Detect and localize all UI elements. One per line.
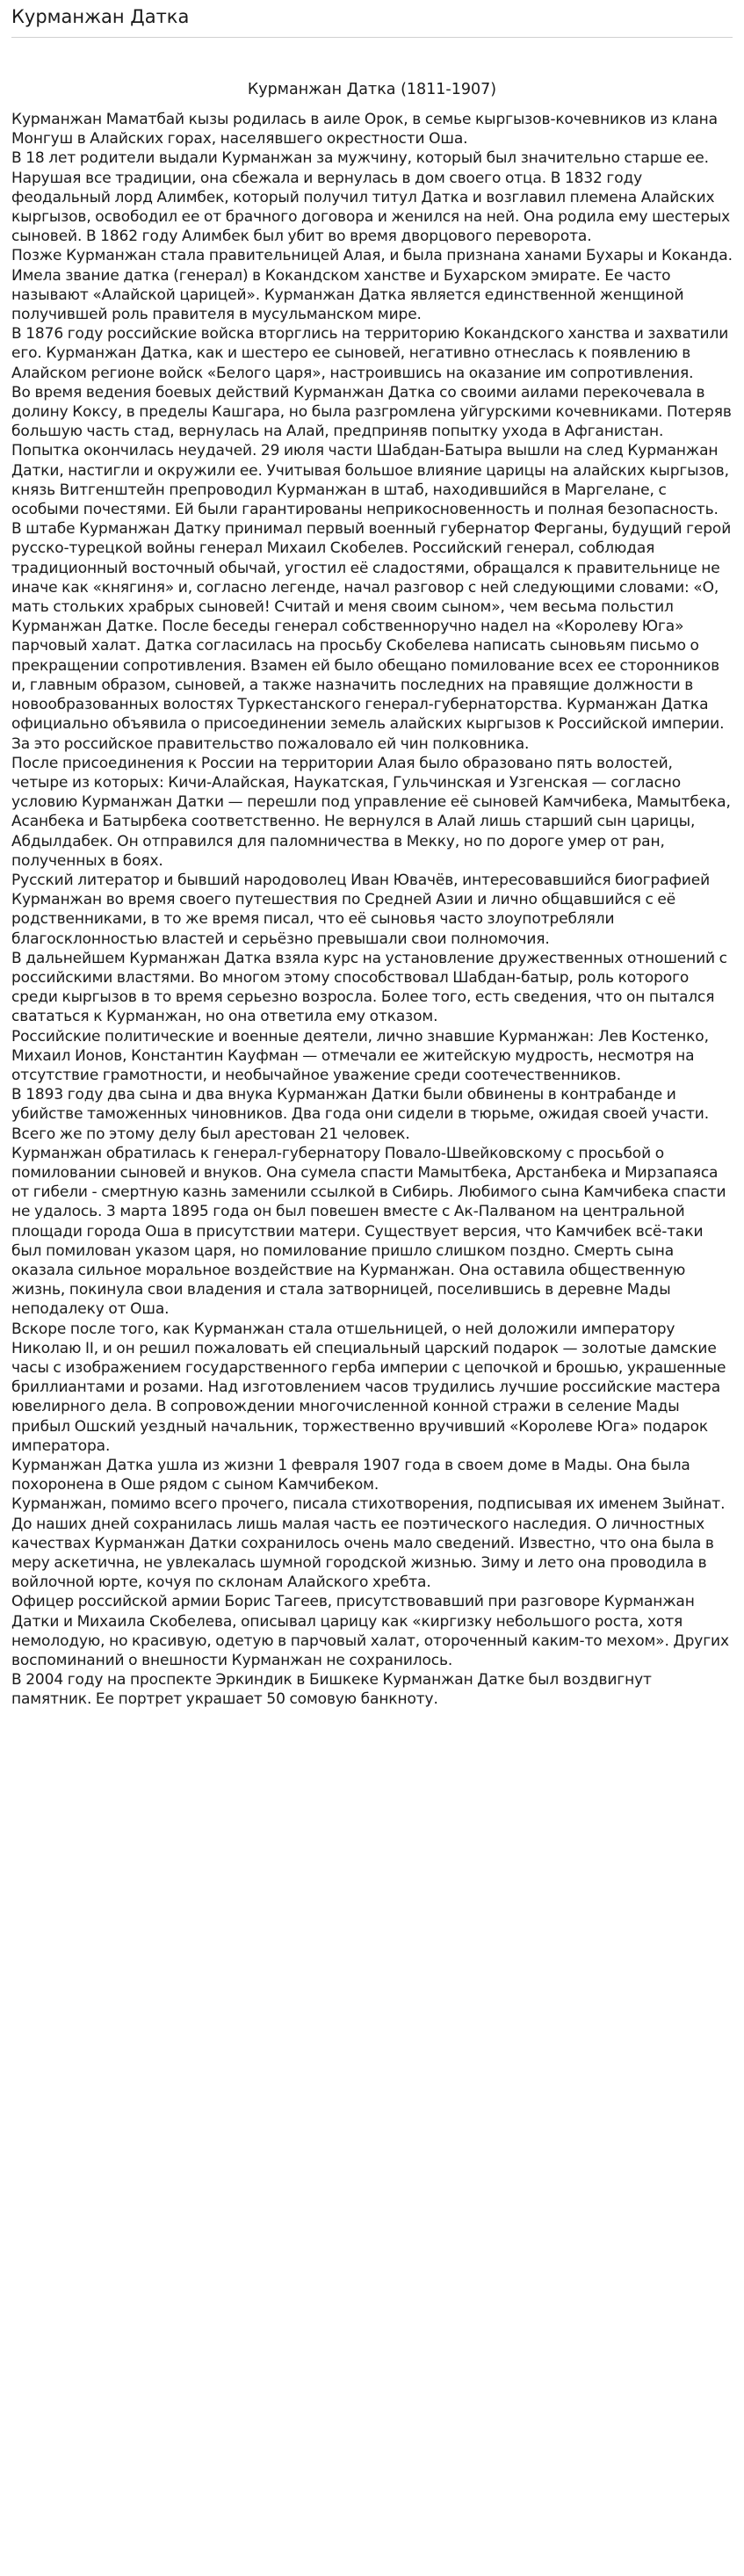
paragraph-resistance: Во время ведения боевых действий Курманжан Датка со своими аилами перекочевала в долину Коксу, в пределы Кашгара, но была разгромлена уйгурскими кочевниками. Потеряв большую часть стад, вернулась на Алай, предприняв попытку ухода в Афганистан. Попытка окончилась неудачей. 29 июля части Шабдан-Батыра вышли на след Курманжан Датки, настигли и окружили ее. Учитывая большое влияние царицы на алайских кыргызов, князь Витгенштейн препроводил Курманжан в штаб, находившийся в Маргелане, с особыми почестями. Ей были гарантированы неприкосновенность и полная безопасность. xyxy=(11,383,732,519)
paragraph-1893-charges: В 1893 году два сына и два внука Курманжан Датки были обвинены в контрабанде и убийстве таможенных чиновников. Два года они сидели в тюрьме, ожидая своей участи. Всего же по этому делу был арестован 21 человек. xyxy=(11,1086,709,1143)
paragraph-death: Курманжан Датка ушла из жизни 1 февраля 1907 года в своем доме в Мады. Она была похоронена в Оше рядом с сыном Камчибеком. xyxy=(11,1457,690,1494)
paragraph-pardon-plea: Курманжан обратилась к генерал-губернатору Повало-Швейковскому с просьбой о помиловании сыновей и внуков. Она сумела спасти Мамытбека, Арстанбека и Мирзапаяса от гибели - смертную казнь заменили ссылкой в Сибирь. Любимого сына Камчибека спасти не удалось. 3 марта 1895 года он был повешен вместе с Ак-Палваном на центральной площади города Оша в присутствии матери. Существует версия, что Камчибек всё-таки был помилован указом царя, но помилование пришло слишком поздно. Смерть сына оказала сильное моральное воздействие на Курманжан. Она оставила общественную жизнь, покинула свои владения и стала затворницей, поселившись в деревне Мады неподалеку от Оша. xyxy=(11,1144,726,1319)
article-title: Курманжан Датка (1811-1907) xyxy=(247,81,497,98)
paragraph-ruler: Позже Курманжан стала правительницей Алая, и была признана ханами Бухары и Коканда. Имела звание датка (генерал) в Кокандском ханстве и Бухарском эмирате. Ее часто называют «Алайской царицей». Курманжан Датка является единственной женщиной получившей роль правителя в мусульманском мире. xyxy=(11,247,733,324)
page-header: Курманжан Датка xyxy=(11,6,190,27)
paragraph-friendly-relations: В дальнейшем Курманжан Датка взяла курс на установление дружественных отношений с российскими властями. Во многом этому способствовал Шабдан-батыр, роль которого среди кыргызов в то время серьезно возросла. Более того, есть сведения, что он пытался свататься к Курманжан, но она ответила ему отказом. xyxy=(11,949,727,1026)
paragraph-volosts: После присоединения к России на территории Алая было образовано пять волостей, четыре из которых: Кичи-Алайская, Наукатская, Гульчинская и Узгенская — согласно условию Курманжан Датки — перешли под управление её сыновей Камчибека, Мамытбека, Асанбека и Батырбека соответственно. Не вернулся в Алай лишь старший сын царицы, Абдылдабек. Он отправился для паломничества в Мекку, но по дороге умер от ран, полученных в боях. xyxy=(11,754,731,870)
paragraph-marriage: В 18 лет родители выдали Курманжан за мужчину, который был значительно старше ее. Нарушая все традиции, она сбежала и вернулась в дом своего отца. В 1832 году феодальный лорд Алимбек, который получил титул Датка и возглавил племена Алайских кыргызов, освободил ее от брачного договора и женился на ней. Она родила ему шестерых сыновей. В 1862 году Алимбек был убит во время дворцового переворота. xyxy=(11,149,731,246)
paragraph-contemporaries: Российские политические и военные деятели, лично знавшие Курманжан: Лев Костенко, Михаил Ионов, Константин Кауфман — отмечали ее житейскую мудрость, несмотря на отсутствие грамотности, и необычайное уважение среди соотечественников. xyxy=(11,1027,709,1084)
paragraph-russian-invasion: В 1876 году российские войска вторглись на территорию Кокандского ханства и захватили его. Курманжан Датка, как и шестеро ее сыновей, негативно отнеслась к появлению в Алайском регионе войск «Белого царя», настроившись на оказание им сопротивления. xyxy=(11,325,729,382)
paragraph-tageev: Офицер российской армии Борис Тагеев, присутствовавший при разговоре Курманжан Датки и Михаила Скобелева, описывал царицу как «киргизку небольшого роста, хотя немолодую, но красивую, одетую в парчовый халат, отороченный каким-то мехом». Других воспоминаний о внешности Курманжан не сохранилось. xyxy=(11,1593,729,1670)
paragraph-legacy: В 2004 году на проспекте Эркиндик в Бишкеке Курманжан Датке был воздвигнут памятник. Ее портрет украшает 50 сомовую банкноту. xyxy=(11,1671,652,1709)
paragraph-skobelev: В штабе Курманжан Датку принимал первый военный губернатор Ферганы, будущий герой русско-турецкой войны генерал Михаил Скобелев. Российский генерал, соблюдая традиционный восточный обычай, угостил её сладостями, обращался к правительнице не иначе как «княгиня» и, согласно легенде, начал разговор с ней следующими словами: «О, мать стольких храбрых сыновей! Считай и меня своим сыном», чем весьма польстил Курманжан Датке. После беседы генерал собственноручно надел на «Королеву Юга» парчовый халат. Датка согласилась на просьбу Скобелева написать сыновьям письмо о прекращении сопротивления. Взамен ей было обещано помилование всех ее сторонников и, главным образом, сыновей, а также назначить последних на правящие должности в новообразованных волостях Туркестанского генерал-губернаторства. Курманжан Датка официально объявила о присоединении земель алайских кыргызов к Российской империи. За это российское правительство пожаловало ей чин полковника. xyxy=(11,520,732,753)
paragraph-yuvachev: Русский литератор и бывший народоволец Иван Ювачёв, интересовавшийся биографией Курманжан во время своего путешествия по Средней Азии и лично общавшийся с её родственниками, в то же время писал, что её сыновья часто злоупотребляли благосклонностью властей и серьёзно превышали свои полномочия. xyxy=(11,871,711,948)
paragraph-poetry: Курманжан, помимо всего прочего, писала стихотворения, подписывая их именем Зыйнат. До наших дней сохранилась лишь малая часть ее поэтического наследия. О личностных качествах Курманжан Датки сохранилось очень мало сведений. Известно, что она была в меру аскетична, не увлекалась шумной городской жизнью. Зиму и лето она проводила в войлочной юрте, кочуя по склонам Алайского хребта. xyxy=(11,1495,726,1592)
paragraph-birth: Курманжан Маматбай кызы родилась в аиле Орок, в семье кыргызов-кочевников из клана Монгуш в Алайских горах, населявшего окрестности Оша. xyxy=(11,111,718,148)
article-body xyxy=(11,110,733,1710)
paragraph-imperial-gift: Вскоре после того, как Курманжан стала отшельницей, о ней доложили императору Николаю II, и он решил пожаловать ей специальный царский подарок — золотые дамские часы с изображением государственного герба империи с цепочкой и брошью, украшенные бриллиантами и розами. Над изготовлением часов трудились лучшие российские мастера ювелирного дела. В сопровождении многочисленной конной стражи в селение Мады прибыл Ошский уездный начальник, торжественно вручивший «Королеве Юга» подарок императора. xyxy=(11,1320,726,1455)
header-divider xyxy=(11,37,733,38)
